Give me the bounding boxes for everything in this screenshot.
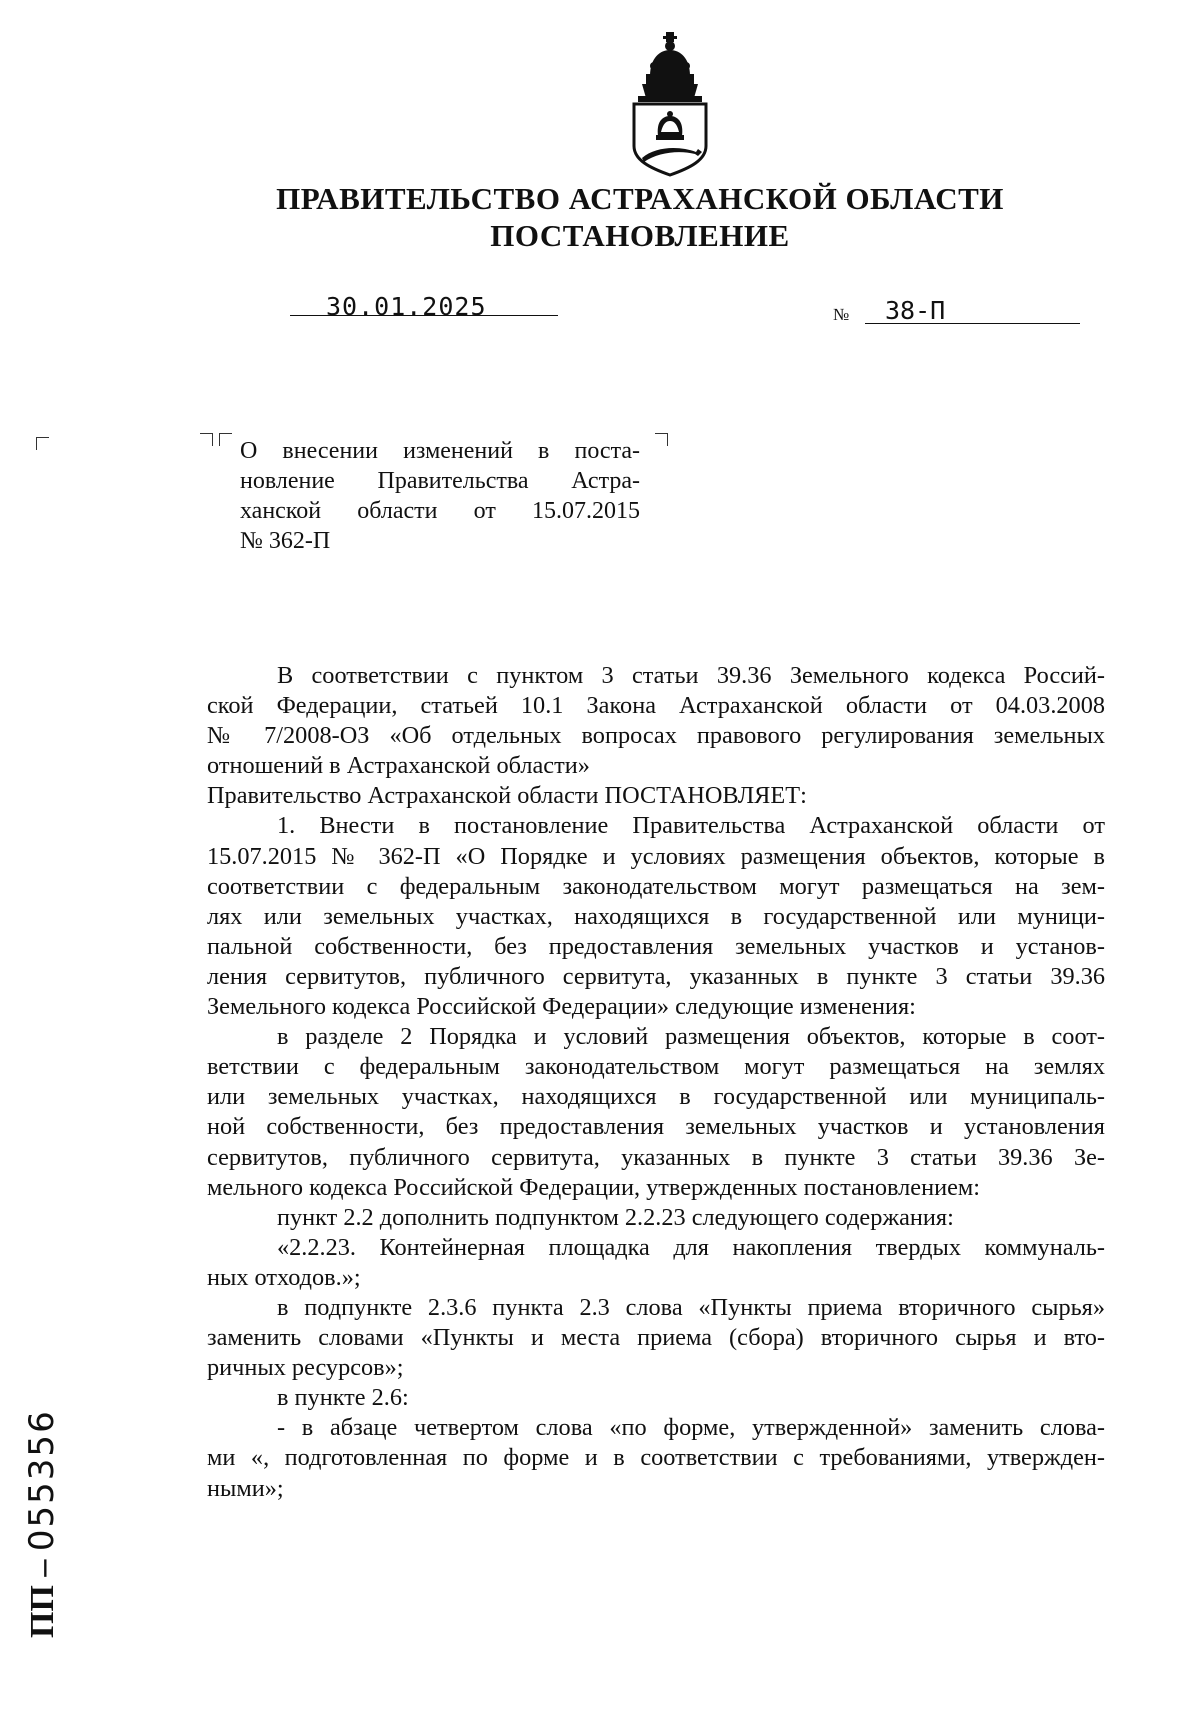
body-line: 15.07.2015 № 362-П «О Порядке и условиях размещения объектов, которые в [207, 842, 1105, 870]
subject-line: ханской области от 15.07.2015 [240, 498, 640, 524]
document-body [207, 661, 1105, 1504]
serial-number: 055356 [22, 1409, 62, 1552]
body-line: ми «, подготовленная по форме и в соответствии с требованиями, утвержден- [207, 1444, 1105, 1472]
body-line: № 7/2008-ОЗ «Об отдельных вопросах правового регулирования земельных [207, 722, 1105, 750]
body-line: Земельного кодекса Российской Федерации» следующие изменения: [207, 993, 916, 1021]
body-line: ления сервитутов, публичного сервитута, указанных в пункте 3 статьи 39.36 [207, 962, 1105, 990]
body-line: в пункте 2.6: [277, 1384, 409, 1412]
document-date: 30.01.2025 [326, 292, 487, 321]
body-line: ской Федерации, статьей 10.1 Закона Астраханской области от 04.03.2008 [207, 692, 1105, 720]
body-line: заменить словами «Пункты и места приема (сбора) вторичного сырья и вто- [207, 1324, 1105, 1352]
corner-mark [200, 433, 213, 446]
body-line: в подпункте 2.3.6 пункта 2.3 слова «Пункты приема вторичного сырья» [277, 1293, 1105, 1321]
body-line: Правительство Астраханской области ПОСТАНОВЛЯЕТ: [207, 782, 807, 810]
corner-mark [655, 433, 668, 446]
coat-of-arms-icon [628, 28, 712, 178]
corner-mark [36, 437, 49, 450]
form-serial-number [22, 1409, 62, 1638]
body-line: ными»; [207, 1474, 284, 1502]
body-line: «2.2.23. Контейнерная площадка для накопления твердых коммуналь- [277, 1233, 1105, 1261]
body-line: отношений в Астраханской области» [207, 752, 590, 780]
document-type-title: ПОСТАНОВЛЕНИЕ [490, 218, 790, 253]
body-line: лях или земельных участках, находящихся в государственной или муници- [207, 902, 1105, 930]
serial-prefix: ПП – [24, 1559, 61, 1638]
body-line: сервитутов, публичного сервитута, указанных в пункте 3 статьи 39.36 Зе- [207, 1143, 1105, 1171]
body-line: или земельных участках, находящихся в государственной или муниципаль- [207, 1083, 1105, 1111]
body-line: ных отходов.»; [207, 1263, 361, 1291]
body-line: мельного кодекса Российской Федерации, утвержденных постановлением: [207, 1173, 980, 1201]
subject-line: О внесении изменений в поста- [240, 438, 640, 464]
body-line: ной собственности, без предоставления земельных участков и установления [207, 1113, 1105, 1141]
subject-line: новление Правительства Астра- [240, 468, 640, 494]
body-line: пункт 2.2 дополнить подпунктом 2.2.23 следующего содержания: [277, 1203, 954, 1231]
body-line: - в абзаце четвертом слова «по форме, утвержденной» заменить слова- [277, 1414, 1105, 1442]
body-line: соответствии с федеральным законодательством могут размещаться на зем- [207, 872, 1105, 900]
body-line: ричных ресурсов»; [207, 1354, 404, 1382]
corner-mark [219, 433, 232, 446]
document-number: 38-П [885, 296, 946, 325]
organization-title: ПРАВИТЕЛЬСТВО АСТРАХАНСКОЙ ОБЛАСТИ [276, 181, 1004, 216]
subject-line: № 362-П [240, 528, 331, 554]
body-line: в разделе 2 Порядка и условий размещения объектов, которые в соот- [277, 1023, 1105, 1051]
body-line: пальной собственности, без предоставления земельных участков и установ- [207, 932, 1105, 960]
document-subject [240, 436, 640, 556]
body-line: В соответствии с пунктом 3 статьи 39.36 Земельного кодекса Россий- [277, 662, 1105, 689]
body-line: 1. Внести в постановление Правительства Астраханской области от [277, 812, 1105, 840]
number-sign: № [833, 305, 850, 324]
body-line: ветствии с федеральным законодательством могут размещаться на землях [207, 1053, 1105, 1081]
